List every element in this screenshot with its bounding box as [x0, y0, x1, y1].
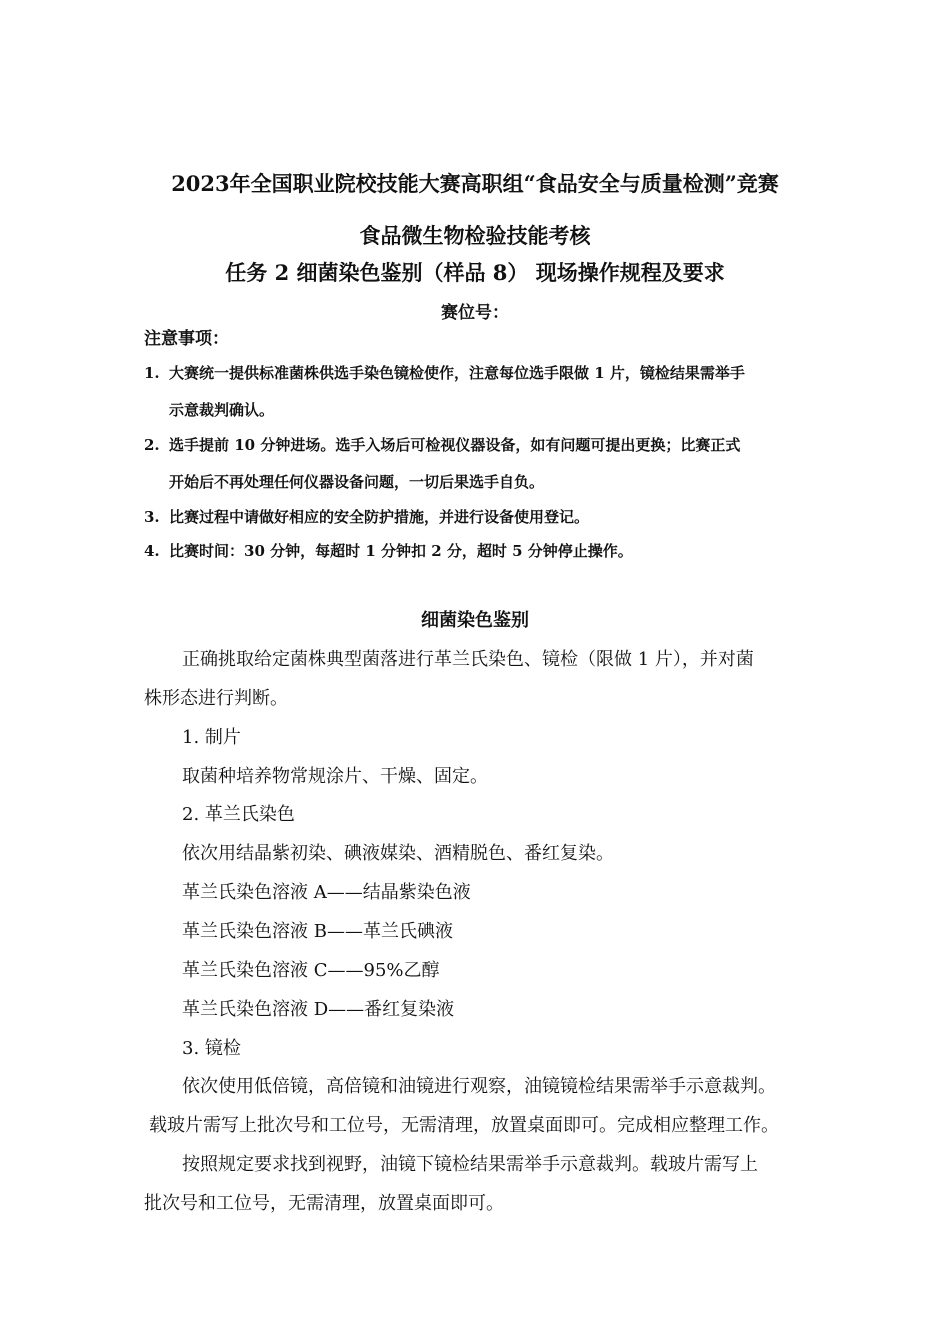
notice-item-1 [144, 366, 745, 381]
notice-item-text: 选手提前 10 分钟进场。选手入场后可检视仪器设备，如有问题可提出更换；比赛正式 [169, 436, 741, 454]
step-1-heading: 1. 制片 [182, 727, 241, 748]
notice-item-number: 2. [144, 436, 160, 454]
step-2-heading: 2. 革兰氏染色 [182, 804, 295, 825]
seat-number-label: 赛位号： [441, 303, 509, 323]
step-1-text: 取菌种培养物常规涂片、干燥、固定。 [182, 766, 488, 787]
intro-paragraph: 正确挑取给定菌株典型菌落进行革兰氏染色、镜检（限做 1 片），并对菌 [182, 649, 754, 670]
step-3-paragraph-2-continued: 批次号和工位号，无需清理，放置桌面即可。 [144, 1193, 504, 1214]
solution-c: 革兰氏染色溶液 C——95%乙醇 [182, 960, 440, 981]
notice-heading: 注意事项： [144, 329, 229, 349]
solution-a: 革兰氏染色溶液 A——结晶紫染色液 [182, 882, 471, 903]
notice-item-3 [144, 510, 589, 525]
document-subtitle: 食品微生物检验技能考核 [359, 223, 591, 248]
solution-d: 革兰氏染色溶液 D——番红复染液 [182, 999, 455, 1020]
notice-item-2-continued: 开始后不再处理任何仪器设备问题，一切后果选手自负。 [169, 473, 545, 491]
solution-b: 革兰氏染色溶液 B——革兰氏碘液 [182, 921, 453, 942]
notice-item-number: 3. [144, 508, 160, 526]
step-3-paragraph-2: 按照规定要求找到视野，油镜下镜检结果需举手示意裁判。载玻片需写上 [182, 1154, 758, 1175]
step-3-paragraph-1: 依次使用低倍镜，高倍镜和油镜进行观察，油镜镜检结果需举手示意裁判。 [182, 1076, 776, 1097]
notice-item-number: 4. [144, 542, 160, 560]
notice-item-2 [144, 438, 740, 453]
step-3-paragraph-1-continued: 载玻片需写上批次号和工位号，无需清理，放置桌面即可。完成相应整理工作。 [149, 1115, 779, 1136]
document-title: 2023年全国职业院校技能大赛高职组“食品安全与质量检测”竞赛 [171, 171, 779, 196]
section-title: 细菌染色鉴别 [421, 610, 529, 631]
notice-item-text: 比赛过程中请做好相应的安全防护措施，并进行设备使用登记。 [169, 508, 590, 526]
step-2-text: 依次用结晶紫初染、碘液媒染、酒精脱色、番红复染。 [182, 843, 614, 864]
notice-item-number: 1. [144, 364, 160, 382]
notice-item-1-continued: 示意裁判确认。 [169, 401, 275, 419]
notice-item-4 [144, 544, 633, 559]
notice-item-text: 大赛统一提供标准菌株供选手染色镜检使作，注意每位选手限做 1 片，镜检结果需举手 [169, 364, 745, 382]
notice-item-text: 比赛时间：30 分钟，每超时 1 分钟扣 2 分，超时 5 分钟停止操作。 [169, 542, 633, 560]
intro-paragraph-continued: 株形态进行判断。 [144, 688, 288, 709]
step-3-heading: 3. 镜检 [182, 1038, 241, 1059]
task-title: 任务 2 细菌染色鉴别（样品 8） 现场操作规程及要求 [225, 260, 725, 285]
